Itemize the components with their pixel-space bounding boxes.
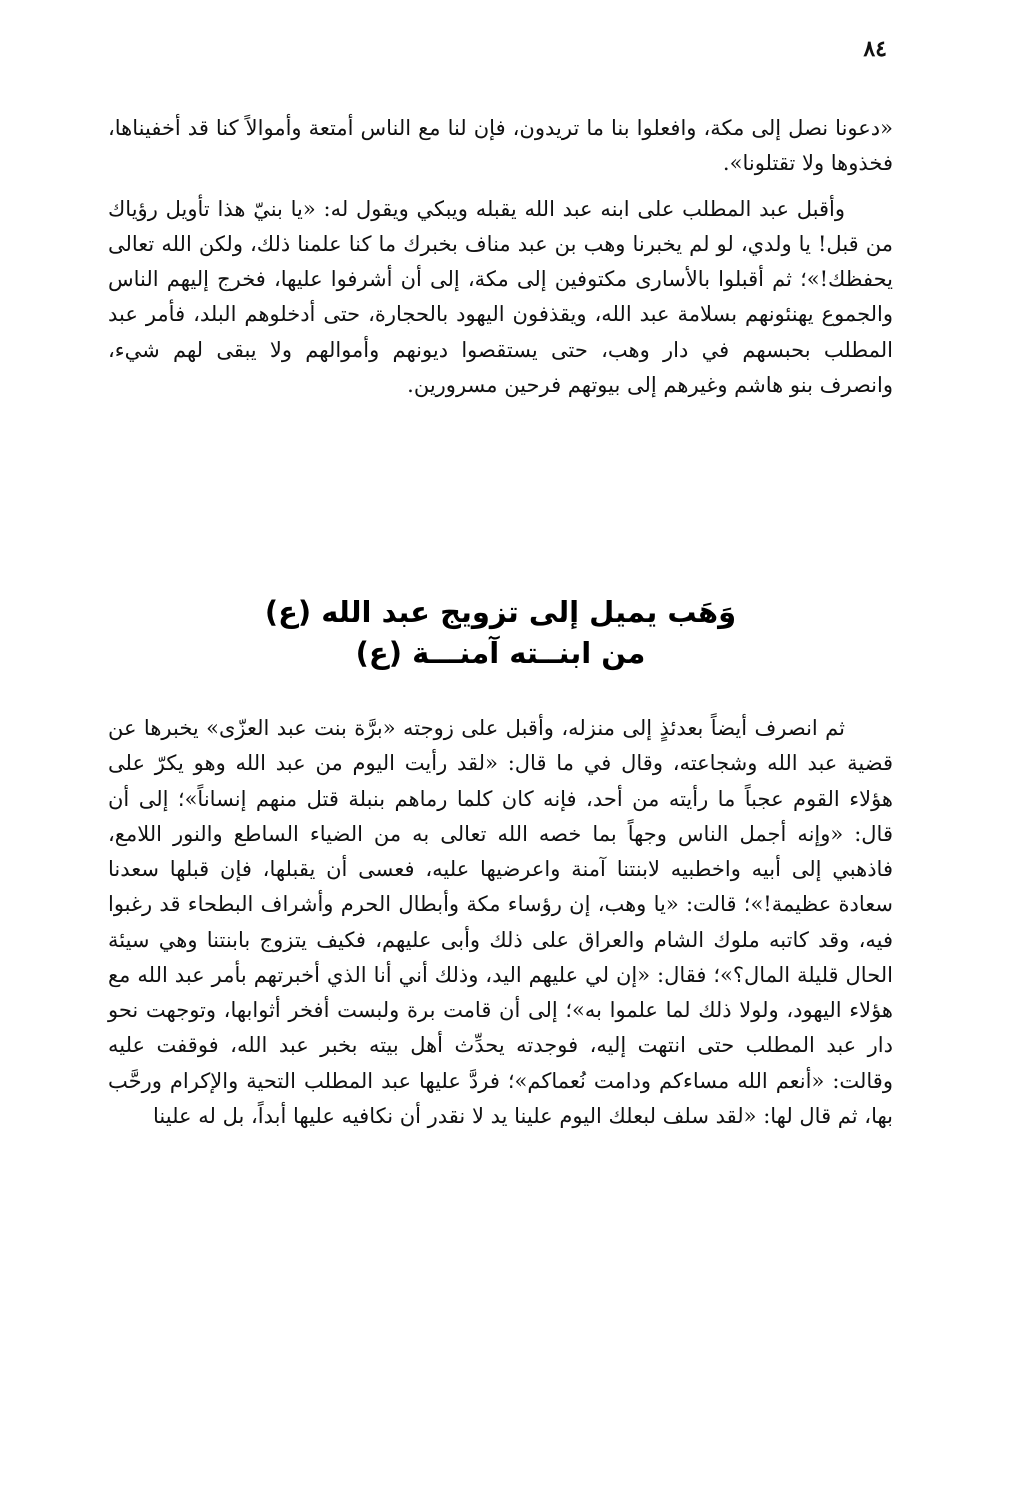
paragraph-abd-al-muttalib: وأقبل عبد المطلب على ابنه عبد الله يقبله ويبكي ويقول له: «يا بنيّ هذا تأويل رؤياك من قبل! يا ولدي، لو لم يخبرنا وهب بن عبد مناف بخبرك ما كنا علمنا ذلك، ولكن الله تعالى يحفظك!»؛ ثم أقبلوا بالأسارى مكتوفين إلى مكة، إلى أن أشرفوا عليها، فخرج إليهم الناس والجموع يهنئونهم بسلامة عبد الله، ويقذفون اليهود بالحجارة، حتى أدخلوهم البلد، فأمر عبد المطلب بحبسهم في دار وهب، حتى يستقصوا ديونهم وأموالهم ولا يبقى لهم شيء، وانصرف بنو هاشم وغيرهم إلى بيوتهم فرحين مسرورين. <box>108 196 893 397</box>
intro-text-block <box>108 111 893 403</box>
heading-line-2: من ابنــته آمنـــة (ع) <box>355 636 646 671</box>
paragraph-quote-continuation: «دعونا نصل إلى مكة، وافعلوا بنا ما تريدون، فإن لنا مع الناس أمتعة وأموالاً كنا قد أخفيناها، فخذوها ولا تقتلونا». <box>108 116 893 176</box>
page-number: ٨٤ <box>863 36 887 62</box>
section-heading <box>108 592 893 674</box>
story-text-block <box>108 711 893 1134</box>
heading-line-1: وَهَب يميل إلى تزويج عبد الله (ع) <box>264 595 737 629</box>
paragraph-wahb-story: ثم انصرف أيضاً بعدئذٍ إلى منزله، وأقبل على زوجته «برَّة بنت عبد العزّى» يخبرها عن قضية عبد الله وشجاعته، وقال في ما قال: «لقد رأيت اليوم من عبد الله وهو يكرّ على هؤلاء القوم عجباً ما رأيته من أحد، فإنه كان كلما رماهم بنبلة قتل منهم إنساناً»؛ إلى أن قال: «وإنه أجمل الناس وجهاً بما خصه الله تعالى به من الضياء الساطع والنور اللامع، فاذهبي إلى أبيه واخطبيه لابنتنا آمنة واعرضيها عليه، فعسى أن يقبلها، فإن قبلها سعدنا سعادة عظيمة!»؛ قالت: «يا وهب، إن رؤساء مكة وأبطال الحرم وأشراف البطحاء قد رغبوا فيه، وقد كاتبه ملوك الشام والعراق على ذلك وأبى عليهم، فكيف يتزوج بابنتنا وهي سيئة الحال قليلة المال؟»؛ فقال: «إن لي عليهم اليد، وذلك أني أنا الذي أخبرتهم بأمر عبد الله مع هؤلاء اليهود، ولولا ذلك لما علموا به»؛ إلى أن قامت برة ولبست أفخر أثوابها، وتوجهت نحو دار عبد المطلب حتى انتهت إليه، فوجدته يحدِّث أهل بيته بخبر عبد الله، فوقفت عليه وقالت: «أنعم الله مساءكم ودامت نُعماكم»؛ فردَّ عليها عبد المطلب التحية والإكرام ورحَّب بها، ثم قال لها: «لقد سلف لبعلك اليوم علينا يد لا نقدر أن نكافيه عليها أبداً، بل له علينا <box>108 716 893 1128</box>
